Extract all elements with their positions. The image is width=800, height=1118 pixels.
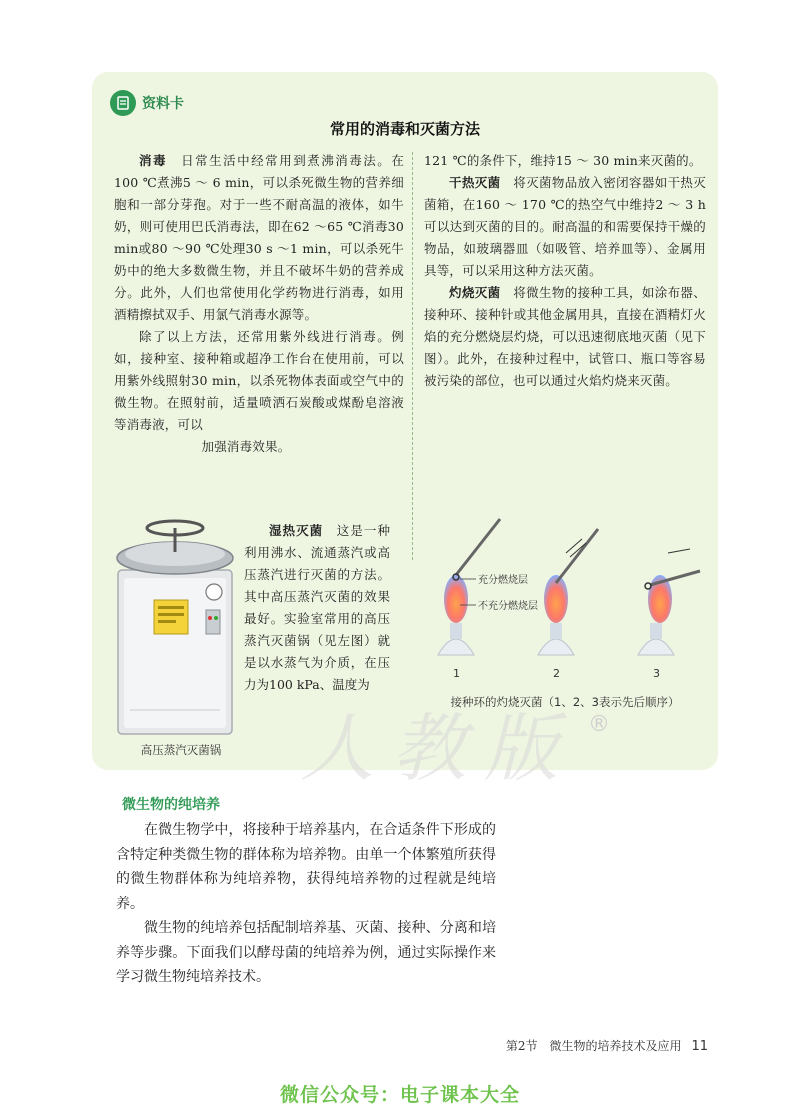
card-title: 常用的消毒和灭菌方法 [329,120,480,138]
section-heading: 微生物的纯培养 [122,797,220,813]
body-paragraph-2: 微生物的纯培养包括配制培养基、灭菌、接种、分离和培养等步骤。下面我们以酵母菌的纯培养为例，通过实际操作来学习微生物纯培养技术。 [116,920,496,985]
step-number-2: 2 [553,667,560,680]
flame-sterilization-diagram [420,505,710,685]
autoclave-image [110,510,240,738]
info-card-label: 资料卡 [142,96,184,112]
lamp-2 [538,529,598,655]
right-continuation: 121 ℃的条件下，维持15 ～ 30 min来灭菌的。 [424,153,702,168]
term-moist-heat: 湿热灭菌 [269,523,324,538]
right-column [424,150,706,392]
lamp-1 [438,519,500,655]
publisher-watermark: 人教版 [300,706,576,792]
uv-text-tail: 加强消毒效果。 [201,439,291,454]
moist-heat-block [244,520,390,696]
term-dry-heat: 干热灭菌 [449,175,501,190]
autoclave-caption: 高压蒸汽灭菌锅 [140,743,222,757]
step-number-3: 3 [653,667,660,680]
flame-text: 将微生物的接种工具，如涂布器、接种环、接种针或其他金属用具，直接在酒精灯火焰的充分燃烧层灼烧，可以迅速彻底地灭菌（见下图）。此外，在接种过程中，试管口、瓶口等容易被污染的部位，也可以通过火焰灼烧来灭菌。 [424,285,706,388]
step-number-1: 1 [453,667,460,680]
flame-caption: 接种环的灼烧灭菌（1、2、3表示先后顺序） [450,695,680,709]
section-body [116,818,496,990]
document-icon [110,90,136,116]
chapter-label: 第2节 微生物的培养技术及应用 [505,1039,682,1053]
moist-heat-text: 这是一种利用沸水、流通蒸汽或高压蒸汽进行灭菌的方法。其中高压蒸汽灭菌的效果最好。实验室常用的高压蒸汽灭菌锅（见左图）就是以水蒸气为介质，在压力为100 kPa、温度为 [244,523,390,692]
page-footer [506,1037,708,1054]
lamp-3 [638,549,700,655]
term-disinfection: 消毒 [139,153,168,168]
left-column [114,150,404,458]
label-partial-combustion: 不充分燃烧层 [478,601,538,612]
body-paragraph-1: 在微生物学中，将接种于培养基内，在合适条件下形成的含特定种类微生物的群体称为培养物。由单一个体繁殖所获得的微生物群体称为纯培养物，获得纯培养物的过程就是纯培养。 [116,822,496,912]
promo-banner: 微信公众号：电子课本大全 [279,1084,520,1106]
dry-heat-text: 将灭菌物品放入密闭容器如干热灭菌箱，在160 ～ 170 ℃的热空气中维持2 ～ 3 h可以达到灭菌的目的。耐高温的和需要保持干燥的物品，如玻璃器皿（如吸管、培养皿等）、金属用具等，可以采用这种方法灭菌。 [424,175,706,278]
info-card-tag [110,90,184,116]
registered-mark: ® [588,712,610,737]
term-flame: 灼烧灭菌 [449,285,501,300]
uv-text: 除了以上方法，还常用紫外线进行消毒。例如，接种室、接种箱或超净工作台在使用前，可以用紫外线照射30 min，以杀死物体表面或空气中的微生物。在照射前，适量喷洒石炭酸或煤酚皂溶液等消毒液，可以 [114,329,404,432]
label-full-combustion: 充分燃烧层 [478,575,528,586]
disinfection-text: 日常生活中经常用到煮沸消毒法。在100 ℃煮沸5 ～ 6 min，可以杀死微生物的营养细胞和一部分芽孢。对于一些不耐高温的液体，如牛奶，则可使用巴氏消毒法，即在62 ～65 ℃消毒30 min或80 ～90 ℃处理30 s ～1 min，可以杀死牛奶中的绝大多数微生物，并且不破坏牛奶的营养成分。此外，人们也常使用化学药物进行消毒，如用酒精擦拭双手、用氯气消毒水源等。 [114,153,405,322]
page-number: 11 [691,1039,708,1054]
column-divider [412,152,413,560]
